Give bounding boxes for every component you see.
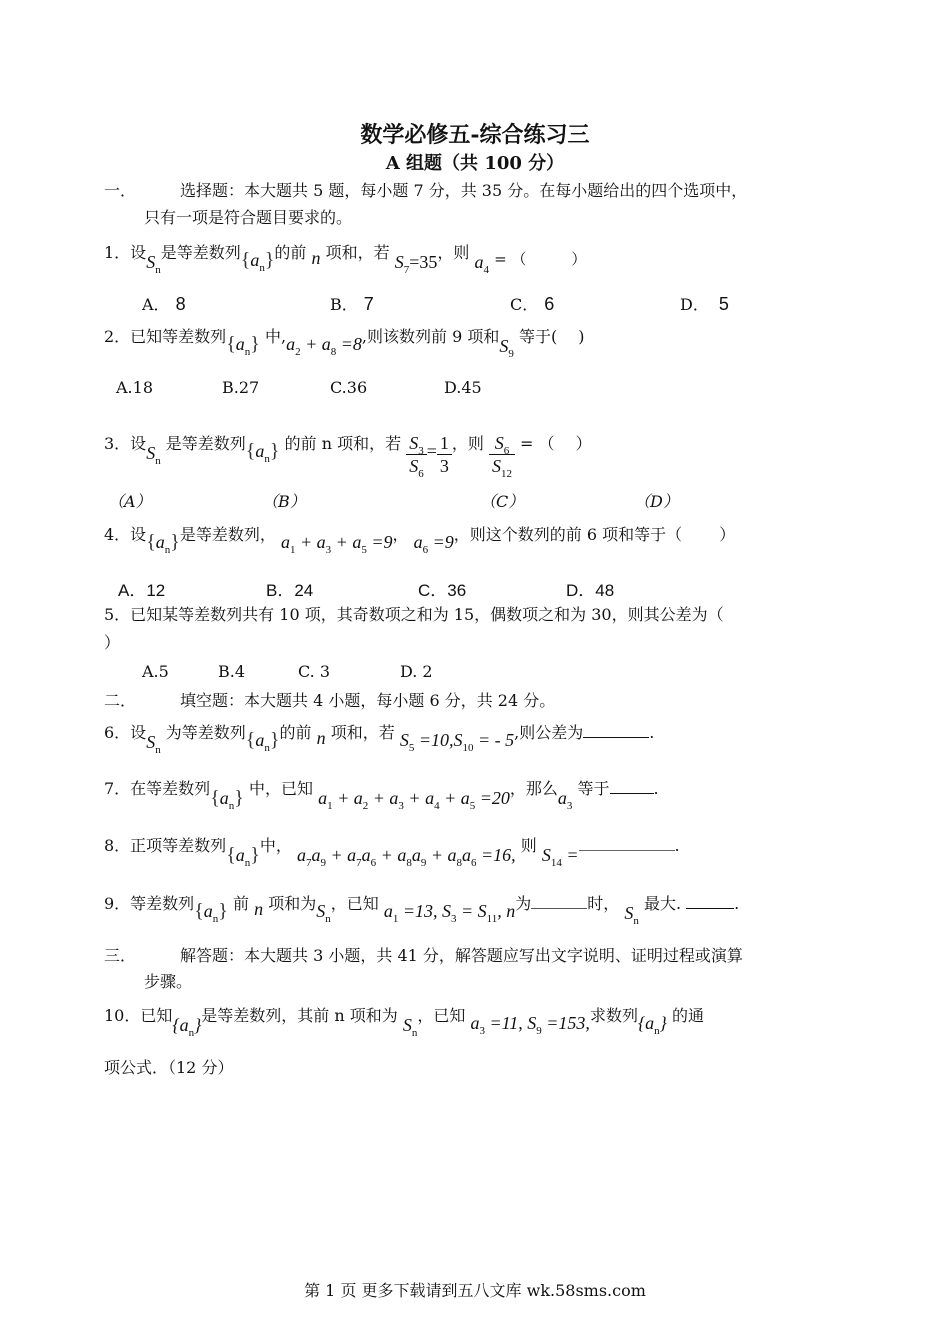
section-1-heading-line2: 只有一项是符合题目要求的。 bbox=[144, 208, 353, 227]
question-1 bbox=[104, 242, 587, 276]
question-10 bbox=[104, 1005, 704, 1039]
q7-equation: $a_1 + a_2 + a_3 + a_4 + a_5 =20$ bbox=[318, 788, 510, 812]
q9-seq: $\{a_n\}$ bbox=[194, 900, 228, 925]
q2-lead: 2．已知等差数列 bbox=[104, 327, 227, 346]
q8-s14: $S_{14}$ = bbox=[541, 845, 579, 869]
q3-lead: 3．设 bbox=[104, 434, 147, 453]
q7-text-1: 中，已知 bbox=[249, 779, 314, 798]
section-2-heading: 填空题：本大题共 4 小题，每小题 6 分，共 24 分。 bbox=[180, 691, 556, 710]
question-9: 9．等差数列$\{a_n\}$ 前 n 项和为$S_n$，已知 $a_1 =13$, $S_3 = S_{11}$, n为 时， $S_n$ 最大. . bbox=[104, 894, 740, 927]
q7-lead: 7．在等差数列 bbox=[104, 779, 211, 798]
q1-text-4: ，则 bbox=[437, 243, 470, 262]
q9-text-3: ，已知 bbox=[330, 894, 379, 913]
q7-a3: $a_3$ bbox=[557, 788, 573, 812]
q10-text-3: 求数列 bbox=[589, 1006, 638, 1025]
q9-answer-blank-2 bbox=[686, 894, 734, 909]
q1-lead: 1．设 bbox=[104, 243, 147, 262]
q1-text-3: 项和，若 bbox=[325, 243, 390, 262]
q6-lead: 6．设 bbox=[104, 723, 147, 742]
q2-answer-paren: 等于( ) bbox=[518, 327, 585, 346]
q9-text-5: 时， bbox=[587, 894, 620, 913]
q7-seq: $\{a_n\}$ bbox=[210, 787, 244, 812]
q1-text-2: 的前 bbox=[274, 243, 307, 262]
q8-lead: 8．正项等差数列 bbox=[104, 836, 227, 855]
q9-answer-blank-1 bbox=[531, 894, 587, 909]
q1-a4: $a_4$ bbox=[474, 252, 489, 276]
q9-lead: 9．等差数列 bbox=[104, 894, 195, 913]
q4-equation-2: $a_6 =9$ bbox=[413, 532, 454, 556]
q1-option-a: A． 8 bbox=[142, 294, 186, 314]
q3-fraction-one-third: $\frac{1}{3}$ bbox=[437, 432, 452, 477]
q6-text-2: 的前 bbox=[279, 723, 312, 742]
q1-s7: $S_7$ bbox=[394, 252, 410, 276]
q4-equation-1: $a_1 + a_3 + a_5 =9$ bbox=[281, 532, 393, 556]
section-2-number: 二． bbox=[104, 691, 137, 710]
q5-option-a: A.5 bbox=[142, 662, 169, 681]
q2-option-a: A.18 bbox=[116, 378, 153, 397]
q2-s9: $S_9$ bbox=[499, 336, 514, 360]
q9-equation: $a_1 =13$, $S_3 = S_{11}$, n bbox=[383, 901, 516, 925]
question-10-line2: 项公式．（12 分） bbox=[104, 1058, 234, 1077]
q9-n: n bbox=[254, 899, 264, 919]
q10-text-2: ，已知 bbox=[417, 1006, 466, 1025]
question-5: 5．已知某等差数列共有 10 项，其奇数项之和为 15，偶数项之和为 30，则其公差为（ bbox=[104, 605, 724, 624]
q1-option-d: D． 5 bbox=[680, 294, 729, 314]
q4-seq: $\{a_n\}$ bbox=[146, 531, 180, 556]
question-3 bbox=[104, 422, 592, 480]
q2-option-c: C.36 bbox=[330, 378, 368, 397]
q6-seq: $\{a_n\}$ bbox=[245, 729, 280, 754]
q8-text-2: 则 bbox=[520, 836, 537, 855]
q4-option-a: A．12 bbox=[118, 581, 166, 600]
q2-text-1: 中, bbox=[265, 327, 287, 346]
q3-text-2: 的前 n 项和，若 bbox=[284, 434, 402, 453]
q3-sn: $S_n$ bbox=[146, 443, 161, 467]
q3-option-a: （A） bbox=[108, 492, 152, 511]
q1-sn: $S_n$ bbox=[146, 252, 161, 276]
q1-equation: =35 bbox=[409, 252, 438, 272]
q9-sn: $S_n$ bbox=[316, 901, 331, 925]
section-3-heading: 解答题：本大题共 3 小题，共 41 分，解答题应写出文字说明、证明过程或演算 bbox=[180, 946, 743, 965]
q6-text-1: 为等差数列 bbox=[165, 723, 246, 742]
q9-sn-2: $S_n$ bbox=[624, 903, 639, 927]
q3-seq: $\{a_n\}$ bbox=[245, 440, 280, 465]
q7-text-2: ，那么 bbox=[509, 779, 558, 798]
q7-text-3: 等于 bbox=[577, 779, 610, 798]
q2-text-2: ,则该数列前 9 项和 bbox=[361, 327, 500, 346]
page-footer: 第 1 页 更多下载请到五八文库 wk.58sms.com bbox=[304, 1281, 646, 1300]
q4-option-b: B．24 bbox=[266, 581, 314, 600]
q7-answer-blank bbox=[610, 779, 654, 794]
question-4: 4．设$\{a_n\}$是等差数列， $a_1 + a_3 + a_5 =9$， $a_6 =9$，则这个数列的前 6 项和等于（ ） bbox=[104, 525, 736, 556]
q10-text-1: 是等差数列，其前 n 项和为 bbox=[201, 1006, 398, 1025]
q8-seq: $\{a_n\}$ bbox=[226, 844, 260, 869]
q10-seq-2: $\{a_n\}$ bbox=[637, 1013, 667, 1037]
q6-answer-blank bbox=[583, 723, 649, 738]
q4-option-c: C．36 bbox=[418, 581, 467, 600]
q2-option-b: B.27 bbox=[222, 378, 260, 397]
q9-text-1: 前 bbox=[233, 894, 250, 913]
q3-answer-paren: = （ ） bbox=[520, 434, 592, 453]
q9-text-6: 最大. bbox=[643, 894, 682, 913]
q8-text-1: 中， bbox=[259, 836, 292, 855]
q5-option-c: C. 3 bbox=[298, 662, 331, 681]
q9-text-4: 为 bbox=[515, 894, 532, 913]
q6-equation: $S_5 =10,S_{10}$ = - 5 bbox=[399, 730, 515, 754]
q3-text-1: 是等差数列 bbox=[165, 434, 246, 453]
q10-sn: $S_n$ bbox=[402, 1015, 418, 1039]
page-subtitle: A 组题（共 100 分） bbox=[385, 153, 565, 174]
page-title: 数学必修五-综合练习三 bbox=[360, 122, 590, 148]
question-8: 8．正项等差数列$\{a_n\}$中， $a_7a_9 + a_7a_6 + a_8a_9 + a_8a_6 =16$, 则 $S_{14}$ = . bbox=[104, 836, 680, 869]
q2-equation: $a_2 + a_8 =8$ bbox=[286, 334, 362, 358]
section-1-number: 一． bbox=[104, 181, 137, 200]
q3-option-c: （C） bbox=[480, 492, 525, 511]
question-6: 6．设$S_n$ 为等差数列$\{a_n\}$的前 n 项和，若 $S_5 =10,S_{10}$ = - 5,则公差为 . bbox=[104, 723, 655, 756]
q3-text-3: ，则 bbox=[451, 434, 484, 453]
q1-answer-paren: = （ ） bbox=[494, 250, 587, 268]
q1-option-c: C． 6 bbox=[510, 294, 555, 314]
question-2 bbox=[104, 326, 585, 360]
q10-lead: 10．已知 bbox=[104, 1006, 173, 1025]
q3-option-d: （D） bbox=[634, 492, 679, 511]
question-7: 7．在等差数列$\{a_n\}$ 中，已知 $a_1 + a_2 + a_3 + a_4 + a_5 =20$，那么$a_3$ 等于 . bbox=[104, 779, 659, 812]
q6-n: n bbox=[316, 728, 326, 748]
q4-lead: 4．设 bbox=[104, 525, 147, 544]
q4-text-1: 是等差数列， bbox=[179, 525, 276, 544]
section-1-heading: 选择题：本大题共 5 题，每小题 7 分，共 35 分。在每小题给出的四个选项中， bbox=[180, 181, 748, 200]
q2-option-d: D.45 bbox=[444, 378, 482, 397]
q6-text-3: 项和，若 bbox=[330, 723, 395, 742]
section-3-heading-line2: 步骤。 bbox=[144, 972, 193, 991]
q3-option-b: （B） bbox=[262, 492, 306, 511]
q1-option-b: B． 7 bbox=[330, 294, 374, 314]
q2-seq: $\{a_n\}$ bbox=[226, 333, 260, 358]
q1-text-1: 是等差数列 bbox=[160, 243, 241, 262]
q10-seq: $\{a_n\}$ bbox=[172, 1015, 202, 1039]
q8-equation: $a_7a_9 + a_7a_6 + a_8a_9 + a_8a_6 =16$, bbox=[297, 845, 516, 869]
q9-text-2: 项和为 bbox=[268, 894, 317, 913]
q3-fraction-s6-s12: $\frac{S_6}{S_{12}}$ bbox=[489, 432, 515, 477]
q3-equals: = bbox=[426, 441, 437, 461]
q1-n: n bbox=[311, 248, 321, 268]
q10-text-4: 的通 bbox=[671, 1006, 704, 1025]
q5-option-d: D. 2 bbox=[400, 662, 433, 681]
q4-option-d: D．48 bbox=[566, 581, 615, 600]
q5-option-b: B.4 bbox=[218, 662, 246, 681]
q6-text-4: ,则公差为 bbox=[514, 723, 584, 742]
q8-answer-blank bbox=[579, 836, 675, 851]
q10-equation: $a_3 =11$, $S_9 =153$, bbox=[470, 1013, 590, 1037]
q4-text-2: ，则这个数列的前 6 项和等于（ ） bbox=[453, 525, 736, 544]
question-5-line2: ） bbox=[104, 633, 121, 652]
q1-seq: $\{a_n\}$ bbox=[240, 249, 275, 274]
section-3-number: 三． bbox=[104, 946, 137, 965]
q6-sn: $S_n$ bbox=[146, 732, 161, 756]
q3-fraction-s3-s6: $\frac{S_3}{S_6}$ bbox=[406, 432, 427, 477]
